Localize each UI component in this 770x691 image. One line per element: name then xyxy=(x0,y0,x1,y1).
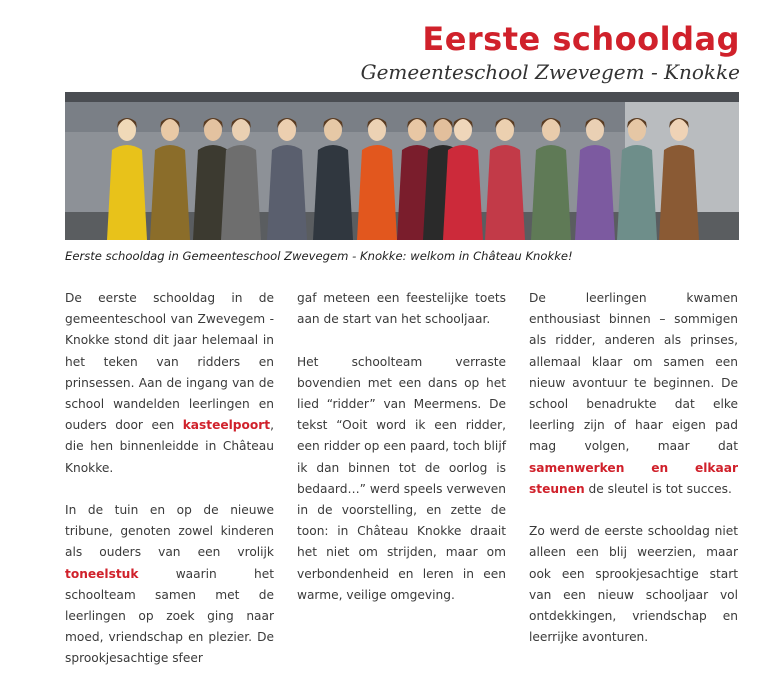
paragraph: gaf meteen een feestelijke toets aan de start van het schooljaar. xyxy=(297,291,506,327)
article-title: Eerste schooldag xyxy=(422,20,740,58)
paragraph: De eerste schooldag in de gemeenteschool van Zwevegem - Knokke stond dit jaar helemaal in het teken van ridders en prinsessen. Aan de ingang van de school wandelden leerlingen en ouders door een kasteelpoort, die hen binnenleidde in Château Knokke. xyxy=(65,291,274,475)
paragraph: Zo werd de eerste schooldag niet alleen een blij weerzien, maar ook een sprookjesachtige start van een nieuw schooljaar vol ontdekkingen, vriendschap en leerrijke avonturen. xyxy=(529,524,738,645)
group-photo-costumes-icon xyxy=(65,92,739,240)
text-column-2 xyxy=(297,288,506,627)
highlight-kasteelpoort: kasteelpoort xyxy=(182,418,271,433)
highlight-samenwerken: samenwerken en elkaar steunen xyxy=(529,460,738,496)
paragraph: In de tuin en op de nieuwe tribune, genoten zowel kinderen als ouders van een vrolijk toneelstuk waarin het schoolteam samen met de leerlingen op zoek ging naar moed, vriendschap en plezier. De sprookjesachtige sfeer xyxy=(65,503,274,666)
highlight-toneelstuk: toneelstuk xyxy=(65,566,139,581)
article-subtitle: Gemeenteschool Zwevegem - Knokke xyxy=(360,60,740,84)
text-column-1 xyxy=(65,288,274,691)
photo-caption: Eerste schooldag in Gemeenteschool Zwevegem - Knokke: welkom in Château Knokke! xyxy=(65,249,573,263)
paragraph: De leerlingen kwamen enthousiast binnen – sommigen als ridder, anderen als prinses, allemaal klaar om samen een nieuw avontuur te beginnen. De school benadrukte dat elke leerling zijn of haar eigen pad mag volgen, maar dat samenwerken en elkaar steunen de sleutel is tot succes. xyxy=(529,291,738,496)
group-photo xyxy=(65,92,739,240)
text-column-3 xyxy=(529,288,738,670)
paragraph: Het schoolteam verraste bovendien met een dans op het lied “ridder” van Meermens. De tekst “Ooit word ik een ridder, een ridder op een paard, toch blijf ik dan binnen tot de oorlog is bedaard…” werd speels verweven in de voorstelling, en zette de toon: in Château Knokke draait het niet om strijden, maar om verbondenheid en leren in een warme, veilige omgeving. xyxy=(297,354,507,602)
